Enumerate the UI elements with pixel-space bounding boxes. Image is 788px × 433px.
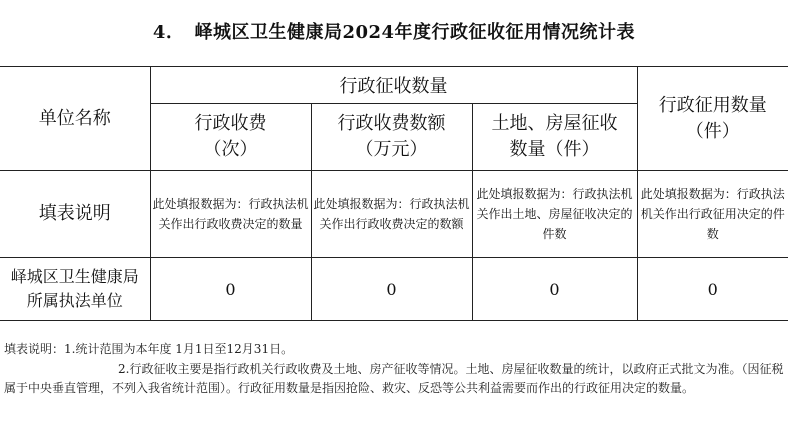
fill-note-land-house: 此处填报数据为：行政执法机关作出土地、房屋征收决定的件数 [472, 171, 637, 258]
footnote-line-2: 2.行政征收主要是指行政机关行政收费及土地、房产征收等情况。土地、房屋征收数量的统计，以政府正式批文为准。（因征税属于中央垂直管理，不列入我省统计范围）。行政征用数量是指因抢险、救灾、反恐等公共利益需要而作出的行政征用决定的数量。 [4, 361, 784, 395]
value-land-house: 0 [472, 258, 637, 321]
fill-note-fee-amount: 此处填报数据为：行政执法机关作出行政收费决定的数额 [311, 171, 472, 258]
fill-note-fee-count: 此处填报数据为：行政执法机关作出行政收费决定的数量 [150, 171, 311, 258]
statistics-table [0, 66, 788, 321]
footnote-line-1: 填表说明：1.统计范围为本年度 1月1日至12月31日。 [4, 342, 294, 356]
page-title [0, 18, 788, 44]
value-fee-count: 0 [150, 258, 311, 321]
unit-name-header: 单位名称 [0, 67, 150, 171]
column-header-requisition: 行政征用数量 （件） [637, 67, 788, 171]
fill-row-label: 填表说明 [0, 171, 150, 258]
column-header-fee-amount: 行政收费数额 （万元） [311, 104, 472, 171]
group-header: 行政征收数量 [150, 67, 637, 104]
value-requisition: 0 [637, 258, 788, 321]
column-header-fee-count: 行政收费 （次） [150, 104, 311, 171]
footnote [4, 340, 784, 399]
title-number: 4． [152, 22, 185, 43]
fill-note-requisition: 此处填报数据为：行政执法机关作出行政征用决定的件数 [637, 171, 788, 258]
value-fee-amount: 0 [311, 258, 472, 321]
title-text: 峄城区卫生健康局2024年度行政征收征用情况统计表 [194, 22, 636, 43]
column-header-land-house: 土地、房屋征收 数量（件） [472, 104, 637, 171]
data-row-label: 峄城区卫生健康局所属执法单位 [0, 258, 150, 321]
